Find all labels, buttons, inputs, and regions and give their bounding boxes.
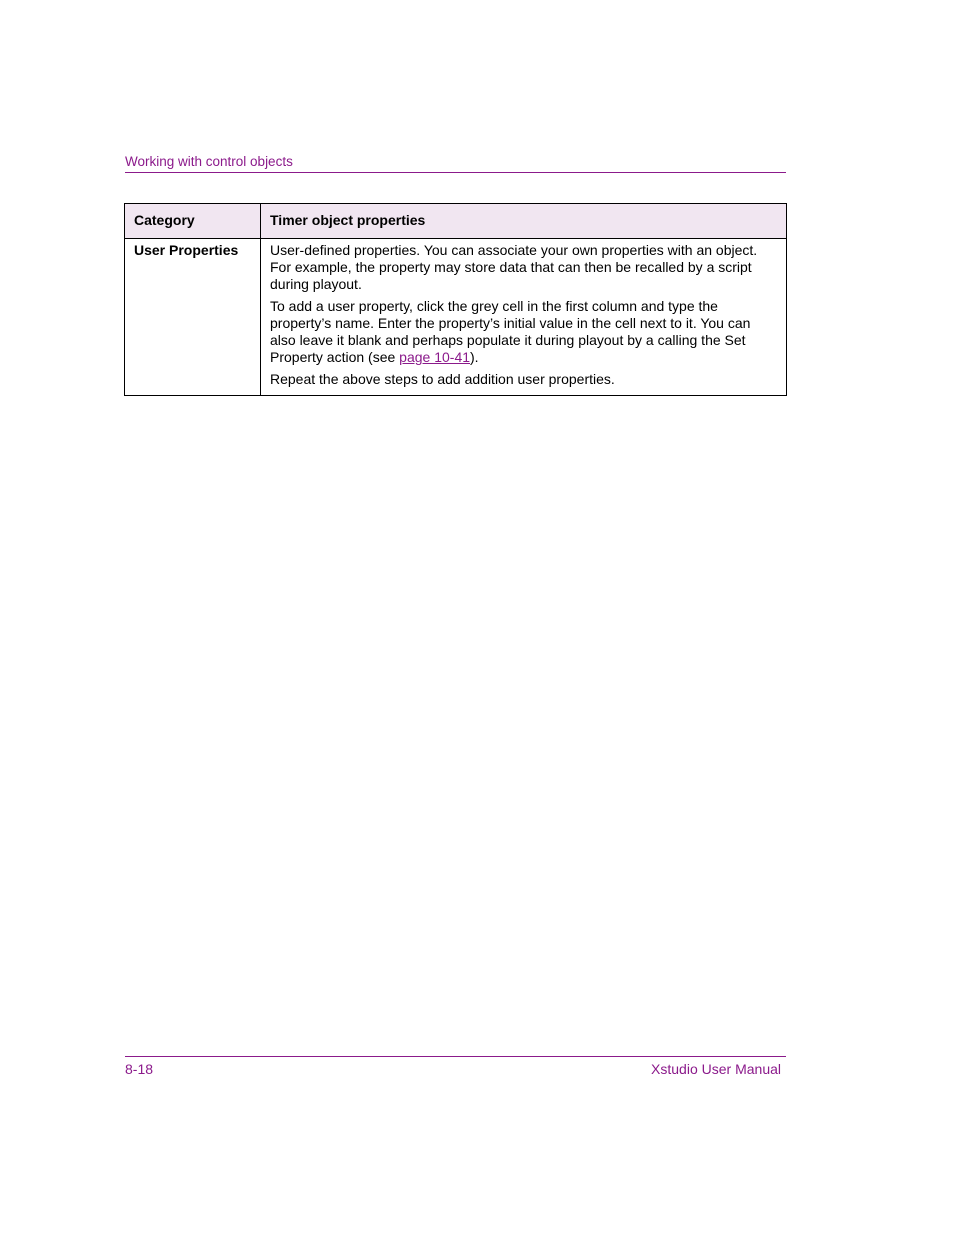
page-footer: [125, 1056, 786, 1077]
paragraph-2-tail: ).: [470, 349, 479, 365]
paragraph-2-text: To add a user property, click the grey cell in the first column and type the property’s name. Enter the property’s initial value in the cell next to it. You can also leave it blank and perhaps populate it during playout by a calling the Set Property action (see: [270, 298, 751, 365]
properties-table: [124, 203, 787, 396]
manual-title: Xstudio User Manual: [651, 1061, 781, 1077]
column-header-properties: Timer object properties: [261, 204, 787, 239]
category-cell: User Properties: [125, 239, 261, 396]
column-header-category: Category: [125, 204, 261, 239]
description-paragraph-1: User-defined properties. You can associate your own properties with an object. For example, the property may store data that can then be recalled by a script during playout.: [270, 242, 758, 292]
page-reference-link[interactable]: page 10-41: [399, 349, 471, 365]
page-number: 8-18: [125, 1061, 154, 1077]
description-paragraph-2: [270, 298, 777, 366]
table-row: [125, 239, 787, 396]
description-paragraph-3: Repeat the above steps to add addition user properties.: [270, 371, 615, 387]
running-header: [125, 153, 786, 173]
table-header-row: [125, 204, 787, 239]
description-cell: [261, 239, 787, 396]
section-title: Working with control objects: [125, 154, 293, 169]
